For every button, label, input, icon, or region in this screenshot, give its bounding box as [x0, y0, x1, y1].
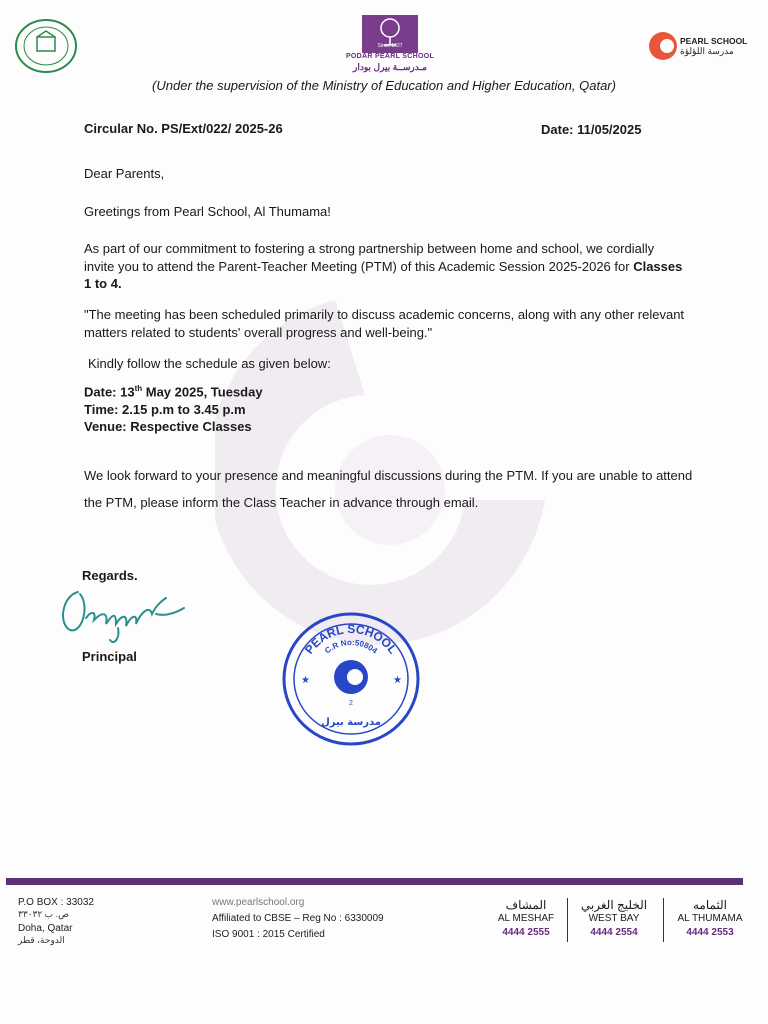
branch-al-meshaf [476, 898, 576, 940]
branch-name-arabic: الخليج الغربي [580, 898, 648, 912]
principal-signature [56, 584, 196, 644]
circular-date: Date: 11/05/2025 [541, 122, 642, 137]
svg-text:★: ★ [393, 675, 402, 686]
svg-text:مدرسة بيرل: مدرسة بيرل [321, 717, 381, 728]
salutation: Dear Parents, [84, 166, 165, 181]
iso-certification: ISO 9001 : 2015 Certified [212, 929, 325, 940]
podar-since: Since 1927 [377, 43, 403, 49]
signatory-title: Principal [82, 649, 137, 664]
podar-school-name-arabic: مـدرســة بيرل بودار [353, 62, 427, 72]
schedule-venue: Venue: Respective Classes [84, 419, 252, 435]
branch-name: WEST BAY [588, 913, 640, 924]
branch-name-arabic: الثمامه [692, 898, 728, 912]
cbse-affiliation: Affiliated to CBSE – Reg No : 6330009 [212, 913, 384, 924]
po-box: P.O BOX : 33032 [18, 897, 94, 908]
pearl-school-name-arabic: مدرسة اللؤلؤة [680, 46, 734, 56]
invitation-text: As part of our commitment to fostering a strong partnership between home and school, we cordially invite you to attend the Parent-Teacher Meeting (PTM) of this Academic Session 2025-2026 for [84, 241, 655, 274]
branch-name: AL THUMAMA [677, 913, 743, 924]
school-stamp [281, 611, 421, 747]
city-arabic: الدوحة، قطر [18, 935, 65, 945]
website-link[interactable]: www.pearlschool.org [212, 897, 305, 908]
schedule-date: Date: 13th May 2025, Tuesday [84, 384, 263, 400]
classes-highlight: Classes 1 to 4. [84, 258, 683, 291]
pearl-school-name: PEARL SCHOOL [680, 36, 748, 46]
branch-al-thumama [660, 898, 760, 940]
svg-text:PEARL SCHOOL: PEARL SCHOOL [301, 621, 401, 657]
schedule-block [84, 380, 263, 436]
branch-phone: 4444 2553 [686, 927, 734, 938]
circular-number: Circular No. PS/Ext/022/ 2025-26 [84, 121, 283, 136]
invitation-paragraph [84, 240, 688, 293]
regards: Regards. [82, 568, 138, 583]
schedule-intro: Kindly follow the schedule as given below: [88, 356, 331, 371]
pearl-school-logo [648, 31, 678, 61]
supervision-line: (Under the supervision of the Ministry of Education and Higher Education, Qatar) [152, 78, 616, 93]
svg-text:★: ★ [301, 675, 310, 686]
cbse-logo [14, 18, 78, 74]
branch-name: AL MESHAF [497, 913, 555, 924]
branch-west-bay [564, 898, 664, 940]
branch-phone: 4444 2555 [502, 927, 550, 938]
schedule-time: Time: 2.15 p.m to 3.45 p.m [84, 401, 246, 417]
svg-text:C.R No:50804: C.R No:50804 [323, 637, 379, 656]
svg-text:2: 2 [349, 700, 353, 707]
purpose-paragraph: "The meeting has been scheduled primarily to discuss academic concerns, along with any other relevant matters related to students' overall progress and well-being." [84, 307, 685, 340]
po-box-arabic: ص. ب ٣٣٠٣٢ [18, 909, 70, 919]
branch-phone: 4444 2554 [590, 927, 638, 938]
greeting: Greetings from Pearl School, Al Thumama! [84, 204, 331, 219]
footer-rule [6, 878, 743, 885]
podar-school-name: PODAR PEARL SCHOOL [345, 53, 435, 60]
branch-name-arabic: المشاف [505, 898, 547, 912]
city: Doha, Qatar [18, 923, 73, 934]
closing-paragraph: We look forward to your presence and meaningful discussions during the PTM. If you are unable to attend the PTM, please inform the Class Teacher in advance through email. [84, 468, 693, 510]
